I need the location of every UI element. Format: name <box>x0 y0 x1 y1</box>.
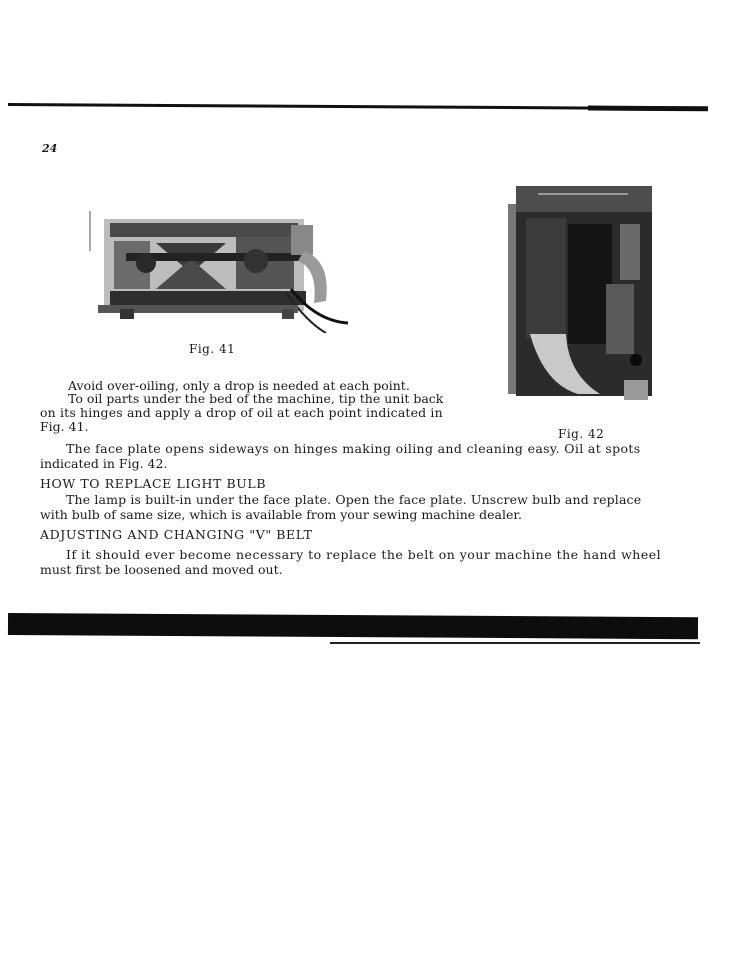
paragraph-face-plate-line-1: The face plate opens sideways on hinges making oiling and cleaning easy. Oil at spots <box>66 441 641 456</box>
paragraph-belt-line-1: If it should ever become necessary to replace the belt on your machine the hand wheel <box>66 547 662 562</box>
heading-v-belt: ADJUSTING AND CHANGING "V" BELT <box>40 527 313 542</box>
figure-42-caption: Fig. 42 <box>558 427 605 441</box>
paragraph-belt-line-2: must first be loosened and moved out. <box>40 562 283 577</box>
heading-replace-light-bulb: HOW TO REPLACE LIGHT BULB <box>40 476 267 491</box>
paragraph-lamp-line-1: The lamp is built-in under the face plate. Open the face plate. Unscrew bulb and replace <box>66 492 642 507</box>
paragraph-face-plate-line-2: indicated in Fig. 42. <box>40 456 168 471</box>
bottom-rule <box>330 642 700 644</box>
bottom-black-bar <box>8 613 698 639</box>
paragraph-oiling-line-1: Avoid over-oiling, only a drop is needed at each point. <box>68 378 410 393</box>
paragraph-under-bed-line-1: To oil parts under the bed of the machine, tip the unit back <box>68 391 444 406</box>
paragraph-lamp-line-2: with bulb of same size, which is available from your sewing machine dealer. <box>40 507 522 522</box>
paragraph-under-bed-line-2: on its hinges and apply a drop of oil at each point indicated in <box>40 405 443 420</box>
figure-41-image <box>86 211 348 333</box>
paragraph-under-bed-line-3: Fig. 41. <box>40 419 89 434</box>
figure-42-image <box>508 184 656 422</box>
top-rule <box>8 103 708 110</box>
figure-41-caption: Fig. 41 <box>189 342 236 356</box>
page-number: 24 <box>42 142 58 155</box>
